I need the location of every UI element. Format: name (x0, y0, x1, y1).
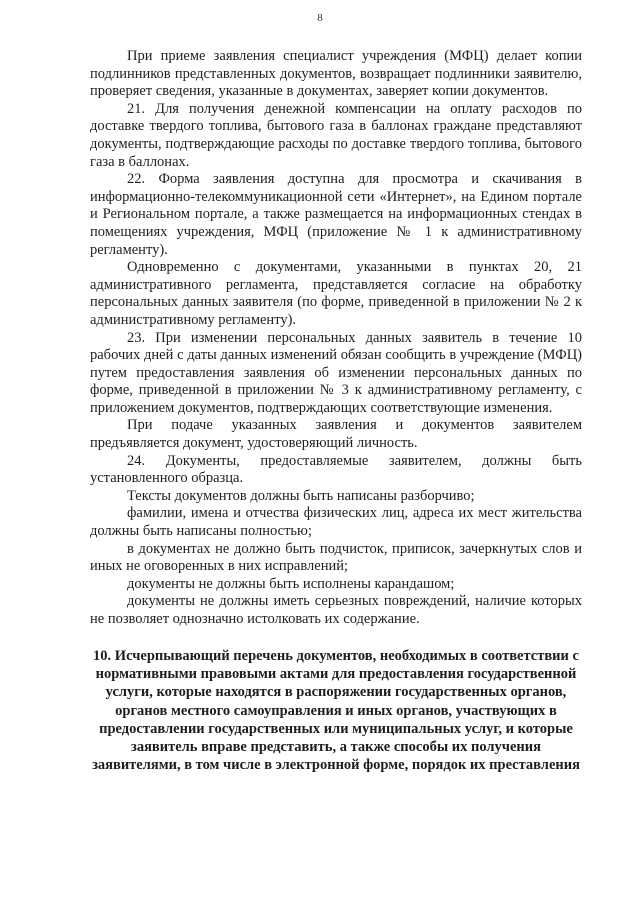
paragraph-names: фамилии, имена и отчества физических лиц, адреса их мест жительства должны быть написаны полностью; (90, 505, 582, 540)
paragraph-23: 23. При изменении персональных данных заявитель в течение 10 рабочих дней с даты данных изменений обязан сообщить в учреждение (МФЦ) путем предоставления заявления об изменении персональных данных по форме, приведенной в приложении № 3 к административному регламенту, с приложением документов, подтверждающих соответствующие изменения. (90, 329, 582, 416)
paragraph-no-corrections: в документах не должно быть подчисток, приписок, зачеркнутых слов и иных не оговоренных в них исправлений; (90, 540, 582, 575)
paragraph-identity: При подаче указанных заявления и документов заявителем предъявляется документ, удостоверяющий личность. (90, 417, 582, 452)
paragraph-legible: Тексты документов должны быть написаны разборчиво; (127, 487, 475, 504)
section-heading: 10. Исчерпывающий перечень документов, необходимых в соответствии с нормативными правовыми актами для предоставления государственной услуги, которые находятся в распоряжении государственных органов, органов местного самоуправления и иных органов, участвующих в предоставлении государственных или муниципальных услуг, и которые заявитель вправе представить, а также способы их получения заявителями, в том числе в электронной форме, порядок их преставления (92, 648, 580, 774)
paragraph-consent: Одновременно с документами, указанными в пунктах 20, 21 административного регламента, представляется согласие на обработку персональных данных заявителя (по форме, приведенной в приложении № 2 к административному регламенту). (90, 259, 582, 328)
paragraph-22: 22. Форма заявления доступна для просмотра и скачивания в информационно-телекоммуникационной сети «Интернет», на Едином портале и Региональном портале, а также размещается на информационных стендах в помещениях учреждения, МФЦ (приложение № 1 к административному регламенту). (90, 171, 582, 258)
body-text (90, 48, 582, 629)
page-number: 8 (317, 12, 323, 24)
paragraph-21: 21. Для получения денежной компенсации на оплату расходов по доставке твердого топлива, бытового газа в баллонах граждане представляют документы, подтверждающие расходы по доставке твердого топлива, бытового газа в баллонах. (90, 100, 582, 170)
paragraph-no-damage: документы не должны иметь серьезных повреждений, наличие которых не позволяет однозначно истолковать их содержание. (90, 593, 582, 627)
paragraph-mfc-copies: При приеме заявления специалист учреждения (МФЦ) делает копии подлинников представленных документов, возвращает подлинники заявителю, проверяет сведения, указанные в документах, заверяет копии документов. (90, 48, 582, 100)
paragraph-24: 24. Документы, предоставляемые заявителем, должны быть установленного образца. (90, 452, 582, 487)
paragraph-no-pencil: документы не должны быть исполнены карандашом; (127, 575, 455, 592)
